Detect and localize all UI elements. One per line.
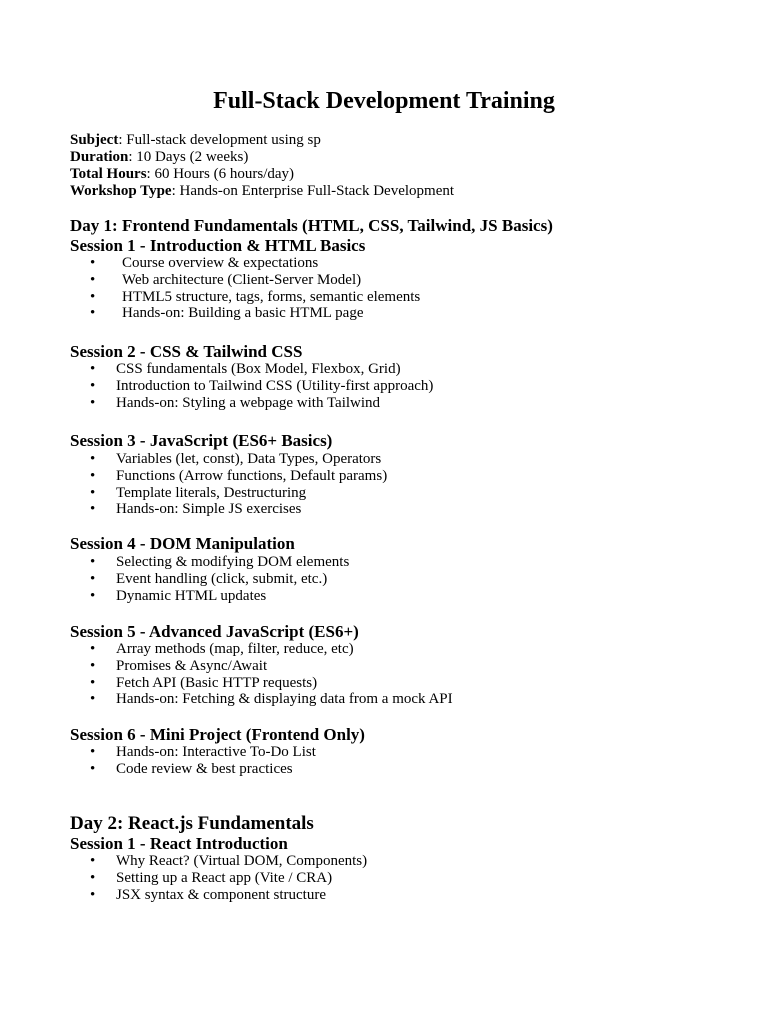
session-items: [90, 744, 316, 778]
list-item-text: CSS fundamentals (Box Model, Flexbox, Grid): [116, 361, 401, 377]
day-2-heading: Day 2: React.js Fundamentals: [70, 813, 314, 834]
bullet-icon: •: [90, 570, 96, 587]
list-item-text: Selecting & modifying DOM elements: [116, 554, 350, 570]
session-heading: Session 1 - React Introduction: [70, 834, 288, 853]
list-item: [90, 501, 387, 518]
bullet-icon: •: [90, 554, 96, 570]
bullet-icon: •: [90, 691, 96, 708]
list-item: [90, 675, 453, 692]
list-item: [90, 554, 349, 571]
session-items: [90, 554, 349, 604]
list-item-text: Template literals, Destructuring: [116, 484, 307, 501]
meta-subject: [70, 132, 454, 149]
bullet-icon: •: [90, 886, 96, 903]
list-item: [90, 255, 420, 272]
list-item-text: Course overview & expectations: [122, 255, 319, 271]
bullet-icon: •: [90, 467, 96, 484]
session-items: [90, 451, 387, 518]
meta-duration: [70, 149, 454, 166]
meta-label: Duration: [70, 149, 129, 165]
list-item-text: Setting up a React app (Vite / CRA): [116, 869, 333, 886]
bullet-icon: •: [90, 853, 96, 869]
list-item-text: Dynamic HTML updates: [116, 587, 267, 604]
session-heading: Session 1 - Introduction & HTML Basics: [70, 236, 366, 255]
bullet-icon: •: [90, 760, 96, 777]
list-item: [90, 870, 367, 887]
bullet-icon: •: [90, 394, 96, 411]
list-item: [90, 641, 453, 658]
session-items: [90, 853, 367, 903]
list-item-text: Variables (let, const), Data Types, Operators: [116, 451, 382, 467]
list-item-text: Hands-on: Simple JS exercises: [116, 501, 302, 518]
course-meta: [70, 132, 454, 200]
bullet-icon: •: [90, 361, 96, 377]
bullet-icon: •: [90, 271, 96, 288]
session-heading: Session 6 - Mini Project (Frontend Only): [70, 725, 365, 744]
meta-value: : 60 Hours (6 hours/day): [146, 166, 295, 182]
bullet-icon: •: [90, 869, 96, 886]
meta-label: Total Hours: [70, 166, 147, 182]
list-item-text: Introduction to Tailwind CSS (Utility-first approach): [116, 377, 434, 394]
page-title: Full-Stack Development Training: [213, 88, 555, 114]
list-item-text: JSX syntax & component structure: [116, 886, 326, 903]
list-item: [90, 485, 387, 502]
list-item: [90, 468, 387, 485]
bullet-icon: •: [90, 501, 96, 518]
list-item-text: Why React? (Virtual DOM, Components): [116, 853, 368, 869]
list-item-text: Web architecture (Client-Server Model): [122, 271, 362, 288]
meta-value: : Full-stack development using sp: [118, 132, 321, 148]
list-item: [90, 272, 420, 289]
list-item-text: Array methods (map, filter, reduce, etc): [116, 641, 354, 657]
meta-workshop-type: [70, 183, 454, 200]
bullet-icon: •: [90, 657, 96, 674]
list-item: [90, 289, 420, 306]
meta-value: : Hands-on Enterprise Full-Stack Development: [171, 183, 455, 199]
list-item: [90, 571, 349, 588]
session-heading: Session 5 - Advanced JavaScript (ES6+): [70, 622, 359, 641]
bullet-icon: •: [90, 744, 96, 760]
list-item-text: Hands-on: Styling a webpage with Tailwind: [116, 394, 381, 411]
bullet-icon: •: [90, 674, 96, 691]
list-item: [90, 887, 367, 904]
list-item-text: Hands-on: Interactive To-Do List: [116, 744, 316, 760]
session-items: [90, 255, 420, 322]
list-item: [90, 691, 453, 708]
bullet-icon: •: [90, 641, 96, 657]
session-heading: Session 2 - CSS & Tailwind CSS: [70, 342, 303, 361]
meta-label: Subject: [70, 132, 119, 148]
list-item: [90, 395, 433, 412]
session-items: [90, 361, 433, 411]
bullet-icon: •: [90, 484, 96, 501]
list-item: [90, 761, 316, 778]
bullet-icon: •: [90, 305, 96, 322]
list-item-text: Hands-on: Fetching & displaying data from a mock API: [116, 691, 453, 708]
list-item: [90, 361, 433, 378]
list-item-text: Fetch API (Basic HTTP requests): [116, 674, 318, 691]
bullet-icon: •: [90, 255, 96, 271]
meta-value: : 10 Days (2 weeks): [128, 149, 249, 165]
bullet-icon: •: [90, 451, 96, 467]
session-heading: Session 3 - JavaScript (ES6+ Basics): [70, 431, 333, 450]
list-item: [90, 305, 420, 322]
list-item: [90, 744, 316, 761]
list-item: [90, 853, 367, 870]
list-item-text: Code review & best practices: [116, 760, 293, 777]
list-item-text: Promises & Async/Await: [116, 657, 268, 674]
session-items: [90, 641, 453, 708]
list-item-text: HTML5 structure, tags, forms, semantic elements: [122, 288, 421, 305]
meta-total-hours: [70, 166, 454, 183]
list-item: [90, 451, 387, 468]
list-item-text: Hands-on: Building a basic HTML page: [122, 305, 364, 322]
list-item-text: Event handling (click, submit, etc.): [116, 570, 328, 587]
list-item: [90, 588, 349, 605]
session-heading: Session 4 - DOM Manipulation: [70, 534, 295, 553]
list-item: [90, 658, 453, 675]
list-item-text: Functions (Arrow functions, Default params): [116, 467, 388, 484]
day-1-heading: Day 1: Frontend Fundamentals (HTML, CSS, Tailwind, JS Basics): [70, 216, 553, 235]
bullet-icon: •: [90, 288, 96, 305]
list-item: [90, 378, 433, 395]
bullet-icon: •: [90, 377, 96, 394]
bullet-icon: •: [90, 587, 96, 604]
meta-label: Workshop Type: [70, 183, 172, 199]
